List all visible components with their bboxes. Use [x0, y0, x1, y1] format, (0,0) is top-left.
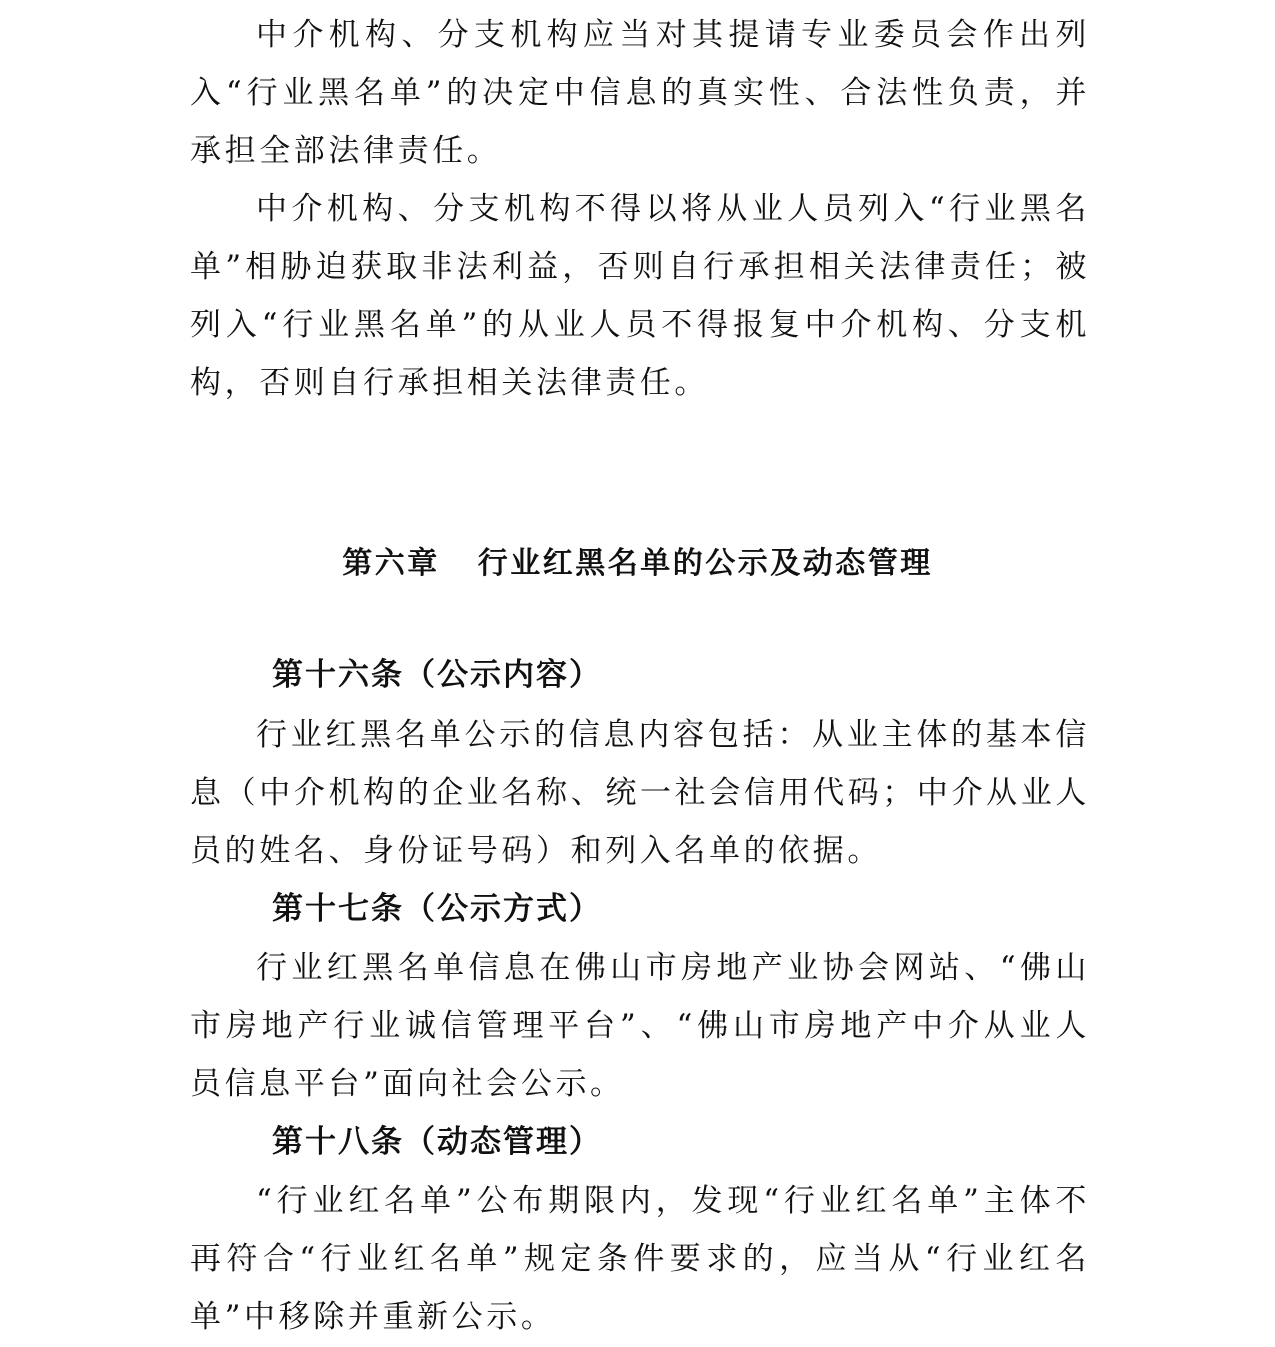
article-17-heading: 第十七条（公示方式） — [272, 891, 602, 927]
chapter-heading — [0, 538, 1275, 582]
article-18-body: “行业红名单”公布期限内，发现“行业红名单”主体不再符合“行业红名单”规定条件要求的，应当从“行业红名单”中移除并重新公示。 — [190, 1183, 1090, 1335]
article-17-body: 行业红黑名单信息在佛山市房地产业协会网站、“佛山市房地产行业诚信管理平台”、“佛山市房地产中介从业人员信息平台”面向社会公示。 — [190, 950, 1090, 1102]
chapter-title: 行业红黑名单的公示及动态管理 — [477, 546, 933, 581]
chapter-number: 第六章 — [342, 546, 440, 581]
paragraph-intermediary-responsibility: 中介机构、分支机构应当对其提请专业委员会作出列入“行业黑名单”的决定中信息的真实性、合法性负责，并承担全部法律责任。 — [190, 17, 1090, 169]
article-16-heading: 第十六条（公示内容） — [272, 657, 602, 693]
article-18-heading: 第十八条（动态管理） — [272, 1124, 602, 1160]
paragraph-no-coercion: 中介机构、分支机构不得以将从业人员列入“行业黑名单”相胁迫获取非法利益，否则自行承担相关法律责任；被列入“行业黑名单”的从业人员不得报复中介机构、分支机构，否则自行承担相关法律责任。 — [190, 191, 1090, 401]
article-16-body: 行业红黑名单公示的信息内容包括：从业主体的基本信息（中介机构的企业名称、统一社会信用代码；中介从业人员的姓名、身份证号码）和列入名单的依据。 — [190, 717, 1090, 869]
